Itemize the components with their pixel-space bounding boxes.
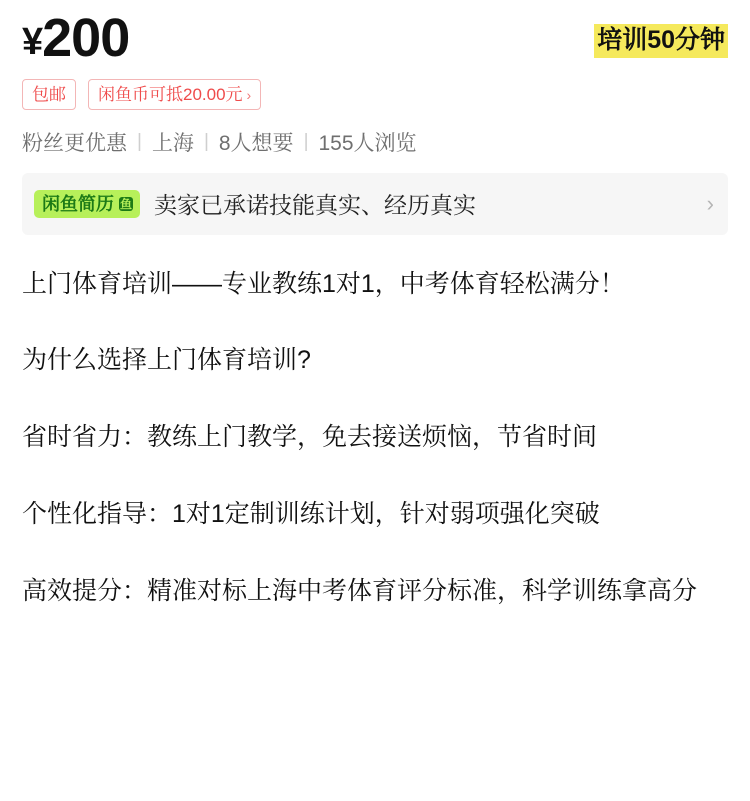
description-paragraph: 高效提分：精准对标上海中考体育评分标准，科学训练拿高分: [22, 576, 698, 605]
currency-symbol: ¥: [22, 21, 43, 63]
price-row: [22, 0, 728, 67]
description-paragraph: 省时省力：教练上门教学，免去接送烦恼，节省时间: [22, 423, 598, 452]
resume-badge-label: 闲鱼简历: [42, 193, 114, 214]
seller-promise-text: 卖家已承诺技能真实、经历真实: [154, 192, 476, 219]
resume-badge: [34, 190, 140, 218]
price-value: [22, 10, 129, 67]
chevron-right-icon: ›: [246, 86, 252, 103]
price-number: 200: [42, 8, 130, 68]
tag-coin-discount-label: 闲鱼币可抵20.00元: [98, 84, 243, 104]
description-paragraph: 上门体育培训——专业教练1对1，中考体育轻松满分！: [22, 269, 625, 298]
tag-coin-discount[interactable]: [88, 79, 261, 110]
meta-fans-discount: 粉丝更优惠: [22, 131, 127, 155]
description-paragraph: 个性化指导：1对1定制训练计划，针对弱项强化突破: [22, 499, 600, 528]
tag-free-shipping[interactable]: [22, 79, 76, 110]
meta-location: 上海: [151, 131, 194, 155]
chevron-right-icon: ›: [706, 190, 714, 216]
seller-promise-bar[interactable]: [22, 173, 728, 235]
description-block: [22, 265, 728, 611]
meta-view-count: 155人浏览: [318, 131, 417, 155]
description-paragraph: 为什么选择上门体育培训?: [22, 346, 311, 375]
training-duration-badge: 培训50分钟: [594, 24, 728, 58]
meta-separator: |: [137, 130, 142, 152]
meta-line: [22, 127, 728, 157]
meta-wanted-count: 8人想要: [218, 131, 294, 155]
meta-separator: |: [203, 130, 209, 152]
tag-free-shipping-label: 包邮: [32, 84, 66, 104]
fish-icon: 鱼: [119, 196, 132, 211]
meta-separator: |: [303, 130, 309, 152]
tag-row: [22, 79, 728, 110]
